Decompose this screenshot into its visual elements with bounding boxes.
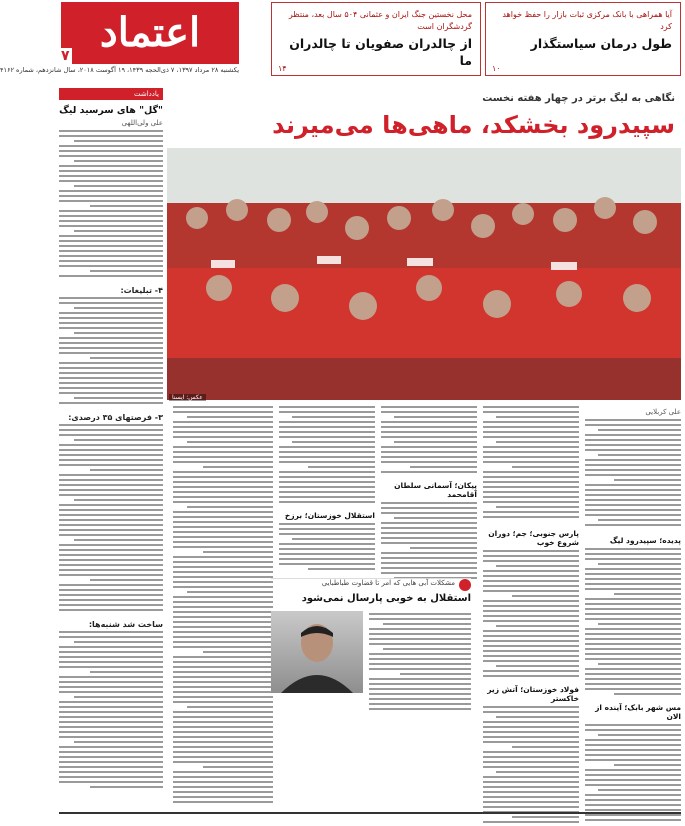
story-column-5 xyxy=(173,406,273,816)
teaser-kicker: آیا همراهی با بانک مرکزی ثبات بازار را حفظ خواهد کرد xyxy=(502,10,672,31)
interviewee-portrait xyxy=(271,611,363,693)
story-text xyxy=(381,502,477,582)
story-text xyxy=(585,724,681,824)
dateline: یکشنبه ۲۸ مرداد ۱۳۹۷، ۷ ذی‌الحجه ۱۴۳۹، ۱۹ آگوست ۲۰۱۸، سال شانزدهم، شماره ۴۱۶۲ xyxy=(0,66,239,74)
story-headline[interactable]: سپیدرود بخشکد، ماهی‌ها می‌میرند xyxy=(272,111,675,139)
story-text xyxy=(483,406,579,524)
stadium-fans-photo[interactable] xyxy=(167,148,681,400)
column-text xyxy=(59,631,163,791)
teaser-title: از چالدران صفویان تا چالدران ما xyxy=(289,36,472,68)
story-subhead: فولاد خوزستان؛ آتش زیر خاکستر xyxy=(487,685,579,703)
opinion-column xyxy=(59,88,163,816)
crowd-illustration xyxy=(167,148,681,400)
column-subhead: ۳- فرصتهای ۳۵ درصدی: xyxy=(68,413,163,422)
column-text xyxy=(59,297,163,407)
teaser-box-economy[interactable] xyxy=(485,2,681,76)
story-subhead: پدیده؛ سپیدرود لیگ xyxy=(609,536,681,545)
story-column-2 xyxy=(483,406,579,816)
story-subhead: پیکان؛ آسمانی سلطان آقامحمد xyxy=(394,481,477,499)
story-text xyxy=(381,406,477,476)
story-column-1 xyxy=(585,406,681,816)
column-subhead: ساخت شد شنبه‌ها: xyxy=(88,620,163,629)
section-tag: یادداشت xyxy=(59,88,163,100)
teaser-page-number: ۱۰ xyxy=(492,64,501,73)
teaser-kicker: محل نخستین جنگ ایران و عثمانی ۵۰۴ سال بعد، منتظر گردشگران است xyxy=(288,10,472,31)
story-text xyxy=(483,550,579,680)
section-badge-icon xyxy=(459,579,471,591)
story-author: علی کربلایی xyxy=(645,408,681,416)
story-kicker: نگاهی به لیگ برتر در چهار هفته نخست xyxy=(482,93,675,104)
story-subhead: پارس جنوبی؛ جم؛ دوران شروع خوب xyxy=(488,529,579,547)
interview-text xyxy=(369,613,471,697)
column-text xyxy=(59,130,163,280)
story-text xyxy=(279,406,375,506)
story-text xyxy=(483,706,579,826)
column-text xyxy=(59,424,163,614)
masthead xyxy=(0,0,685,84)
interview-kicker: مشکلات آبی هایی که امر تا قضاوت طباطبایی xyxy=(321,579,455,587)
column-subhead: ۴- تبلیغات: xyxy=(120,286,163,295)
story-text xyxy=(173,406,273,806)
column-author: علی ولی‌اللهی xyxy=(121,119,163,127)
story-text xyxy=(279,523,375,573)
teaser-box-chaldoran[interactable] xyxy=(271,2,481,76)
story-text xyxy=(585,419,681,531)
story-subhead: استقلال خوزستان؛ برزخ xyxy=(284,511,375,520)
teaser-title: طول درمان سیاستگذار xyxy=(530,36,672,51)
interview-box[interactable] xyxy=(271,578,471,699)
story-column-4 xyxy=(279,406,375,576)
story-text xyxy=(585,548,681,698)
interview-title[interactable]: استقلال به خوبی پارسال نمی‌شود xyxy=(301,593,471,604)
teaser-page-number: ۱۴ xyxy=(278,64,287,73)
newspaper-logo: اعتماد xyxy=(61,2,239,64)
story-subhead: مس شهر بابک؛ آینده از الان xyxy=(595,703,681,721)
logo-block xyxy=(0,0,241,84)
issue-number: ۷ xyxy=(61,48,70,64)
story-column-3 xyxy=(381,406,477,576)
photo-credit: عکس: ایسنا xyxy=(169,394,206,401)
page-bottom-rule xyxy=(59,812,681,814)
column-headline[interactable]: "گل" های سرسید لیگ xyxy=(59,105,163,116)
